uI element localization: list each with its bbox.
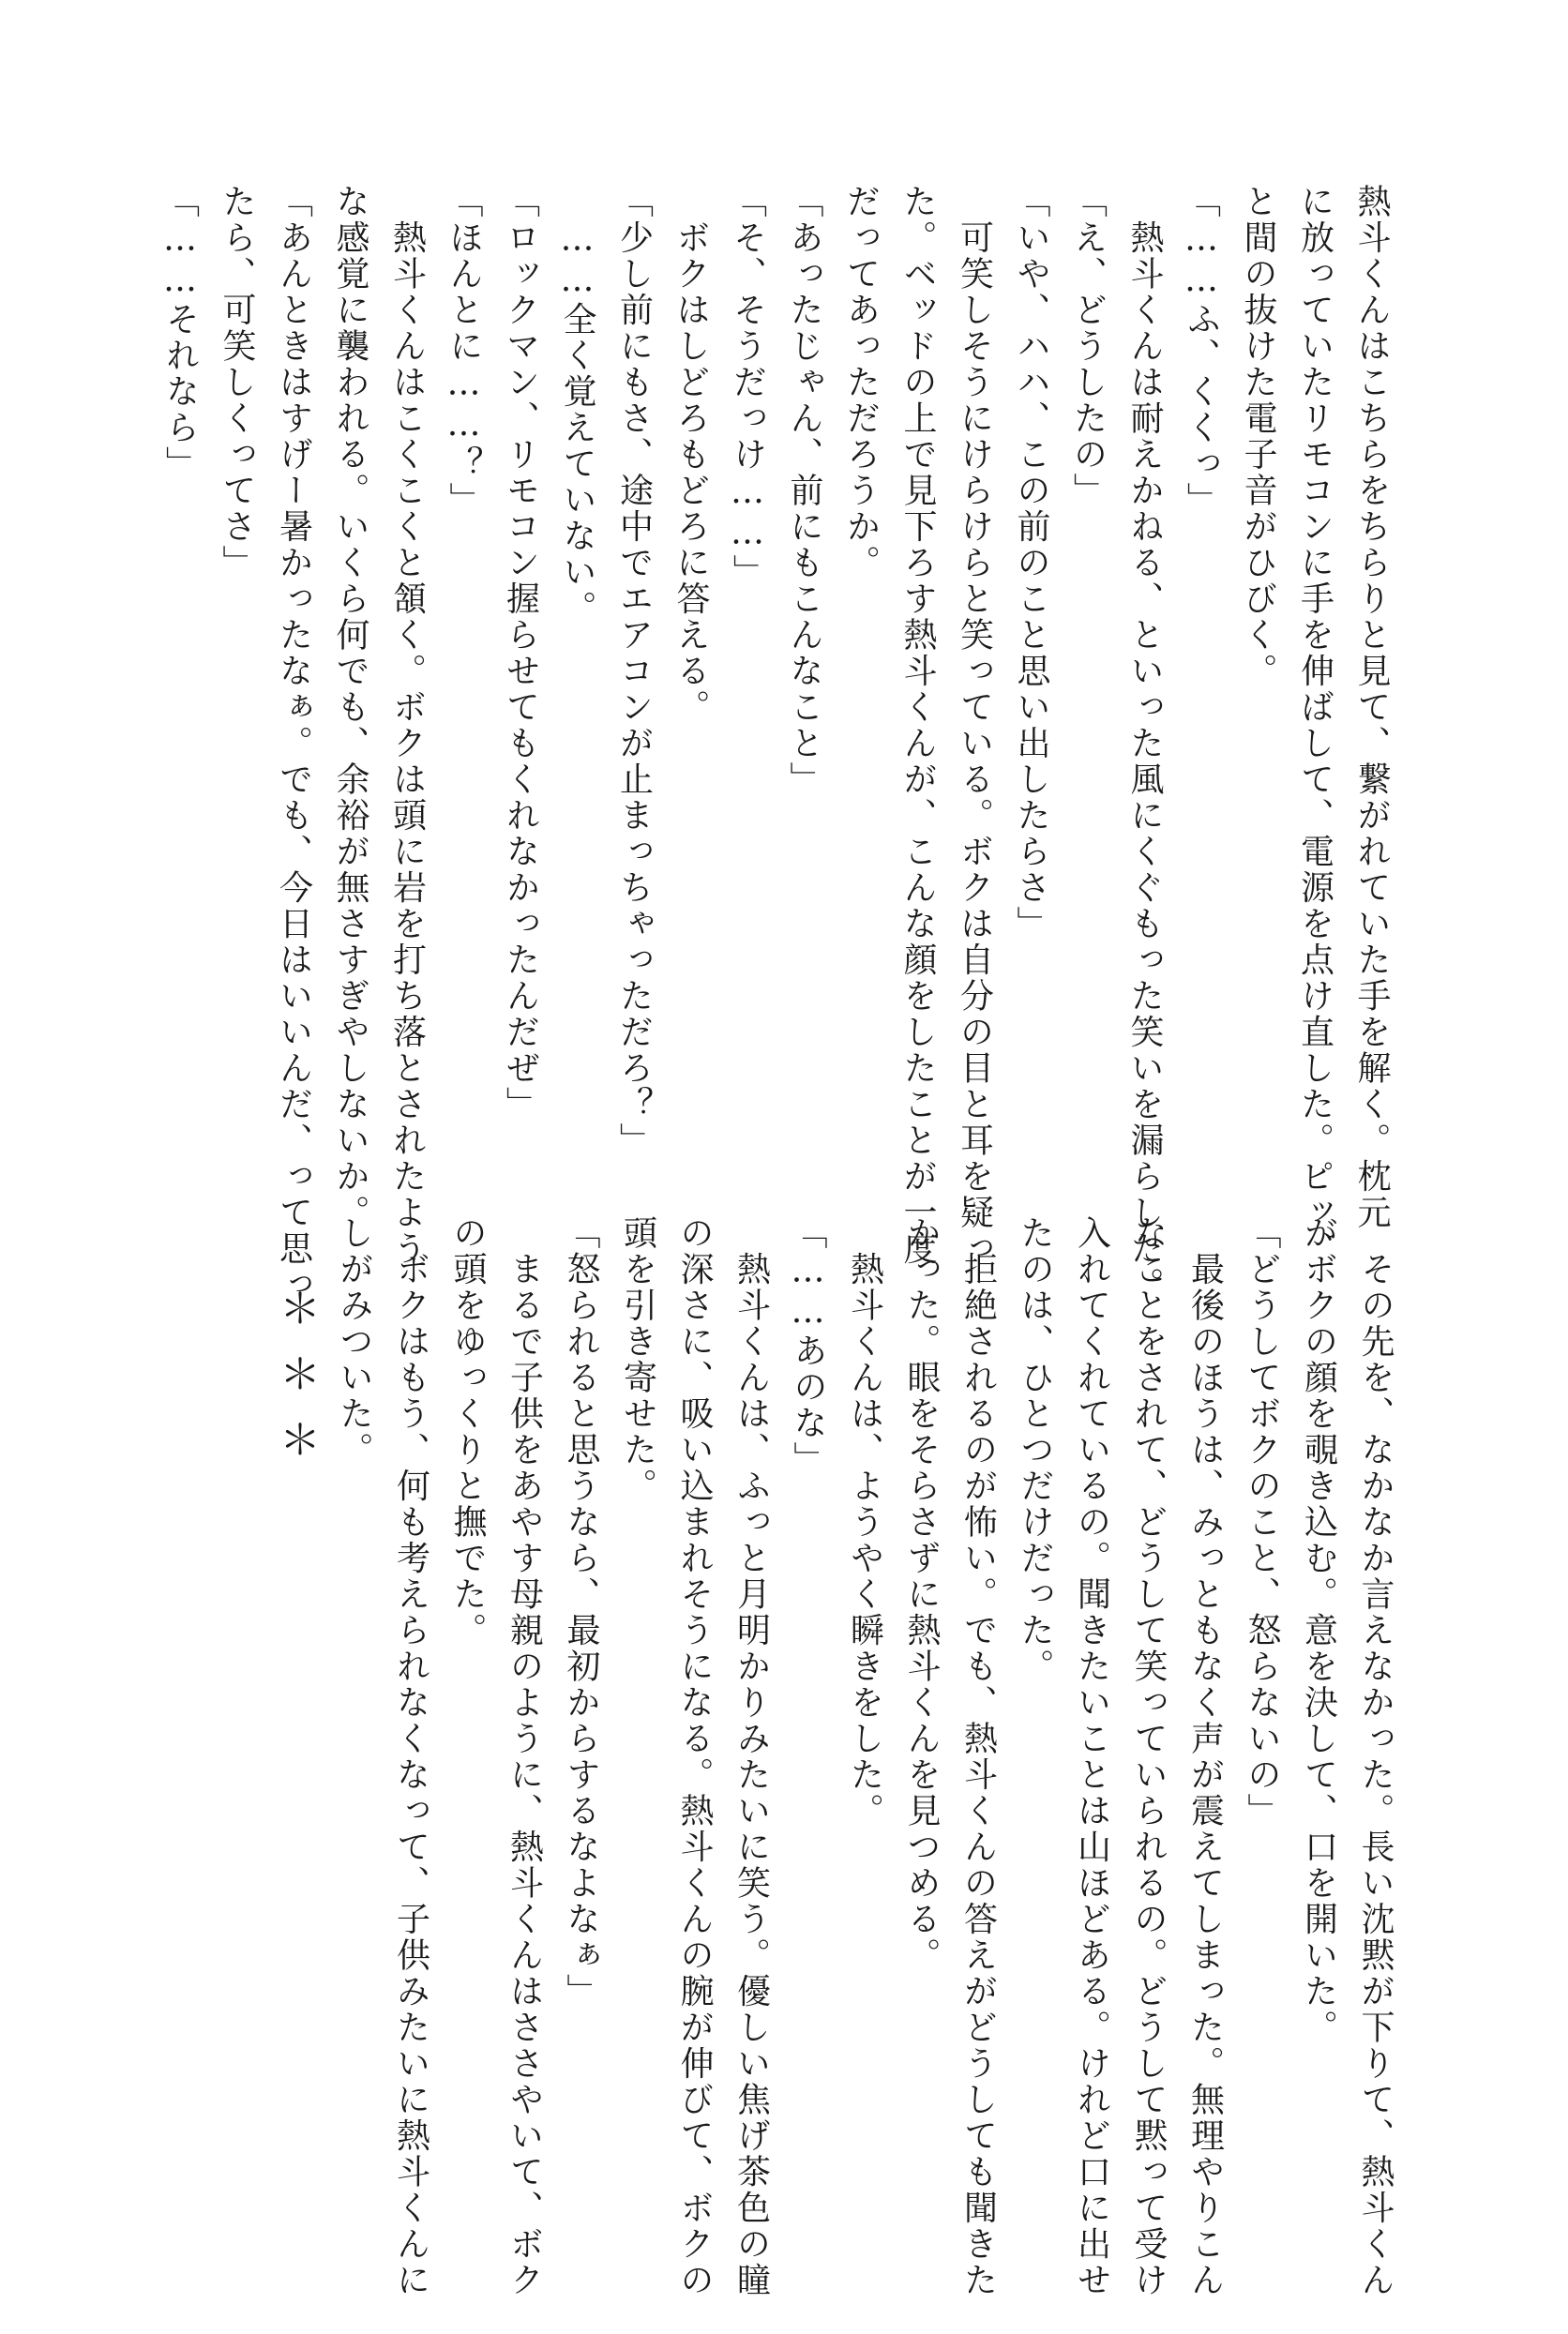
text-line: なことをされて、どうして笑っていられるの。どうして黙って受け [1129,1215,1168,2298]
text-line: の深さに、吸い込まれそうになる。熱斗くんの腕が伸びて、ボクの [675,1215,714,2298]
text-block-lower [325,1215,1404,2298]
text-line: ボクはもう、何も考えられなくなって、子供みたいに熱斗くんに [391,1215,430,2298]
text-line: ……全く覚えていない。 [558,184,596,626]
text-line: な感覚に襲われる。いくら何でも、余裕が無さすぎやしないか。 [331,184,369,1231]
text-line: たら、可笑しくってさ」 [218,184,256,581]
text-line: と間の抜けた電子音がひびく。 [1239,184,1277,689]
text-line: その先を、なかなか言えなかった。長い沈黙が下りて、熱斗くん [1356,1215,1395,2298]
text-line: 「少し前にもさ、途中でエアコンが止まっちゃっただろ？」 [614,184,654,1159]
text-line: 「……ふ、くくっ」 [1182,184,1221,519]
text-line: 入れてくれているの。聞きたいことは山ほどある。けれど口に出せ [1072,1215,1111,2298]
text-line: 可笑しそうにけらけらと笑っている。ボクは自分の目と耳を疑っ [955,184,994,1267]
scene-separator: ＊＊＊ [272,1287,320,1483]
text-block-upper [151,184,1399,1303]
text-line: 「ロックマン、リモコン握らせてもくれなかったんだぜ」 [501,184,540,1122]
text-line: しがみついた。 [335,1215,373,1468]
text-line: だってあっただろうか。 [841,184,881,581]
text-line: 熱斗くんはこちらをちらりと見て、繋がれていた手を解く。枕元 [1352,184,1391,1231]
text-line: 最後のほうは、みっともなく声が震えてしまった。無理やりこん [1185,1215,1225,2298]
text-line: 「そ、そうだっけ……」 [728,184,767,591]
text-line: 「あんときはすげー暑かったなぁ。でも、今日はいいんだ、って思っ [274,184,313,1303]
text-line: 「いや、ハハ、この前のこと思い出したらさ」 [1012,184,1050,942]
text-line: 「あったじゃん、前にもこんなこと」 [785,184,823,798]
text-line: ボクはしどろもどろに答える。 [671,184,710,726]
text-line: た。ベッドの上で見下ろす熱斗くんが、こんな顔をしたことが一度 [898,184,937,1267]
text-line: かった。眼をそらさずに熱斗くんを見つめる。 [902,1215,941,1974]
text-line: 熱斗くんは耐えかねる、といった風にくぐもった笑いを漏らした。 [1125,184,1164,1303]
text-line: 「……あのな」 [789,1215,827,1478]
text-line: の頭をゆっくりと撫でた。 [448,1215,487,1649]
text-line: 「怒られると思うなら、最初からするなよなぁ」 [562,1215,600,2010]
text-line: に放っていたリモコンに手を伸ばして、電源を点け直した。ピッ、 [1295,184,1334,1267]
text-line: 「え、どうしたの」 [1068,184,1108,509]
text-line: 「……それなら」 [160,184,200,482]
text-line: がボクの顔を覗き込む。意を決して、口を開いた。 [1299,1215,1338,2046]
text-line: 拒絶されるのが怖い。でも、熱斗くんの答えがどうしても聞きた [958,1215,998,2298]
text-line: 熱斗くんは、ようやく瞬きをした。 [845,1215,884,1830]
text-line: まるで子供をあやす母親のように、熱斗くんはささやいて、ボク [505,1215,544,2298]
text-line: 「どうしてボクのこと、怒らないの」 [1243,1215,1281,1830]
text-line: 熱斗くんはこくこくと頷く。ボクは頭に岩を打ち落とされたよう [387,184,427,1267]
text-line: たのは、ひとつだけだった。 [1016,1215,1054,1685]
text-line: 頭を引き寄せた。 [618,1215,657,1504]
text-line: 「ほんとに……？」 [445,184,483,519]
text-line: 熱斗くんは、ふっと月明かりみたいに笑う。優しい焦げ茶色の瞳 [731,1215,771,2298]
